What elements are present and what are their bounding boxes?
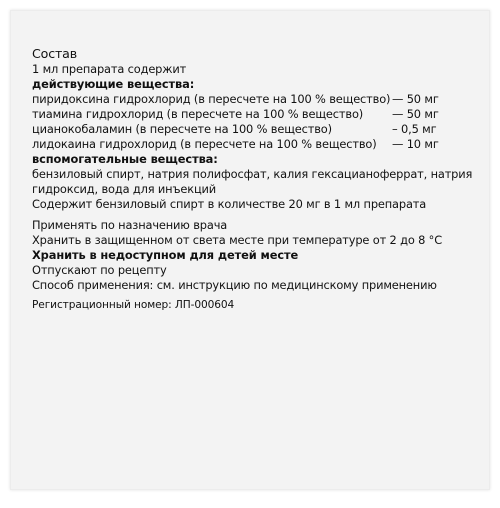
composition-text (32, 46, 473, 313)
storage-note: Хранить в защищенном от света месте при температуре от 2 до 8 °С (32, 233, 443, 247)
active-substances-title: действующие вещества: (32, 77, 195, 91)
method-note: Способ применения: см. инструкцию по медицинскому применению (32, 278, 437, 292)
active-substance-row (32, 122, 473, 137)
registration-number: Регистрационный номер: ЛП-000604 (32, 299, 235, 311)
prescription-note: Отпускают по рецепту (32, 263, 167, 277)
benzyl-alcohol-note: Содержит бензиловый спирт в количестве 20 мг в 1 мл препарата (32, 197, 427, 211)
substance-name: пиридоксина гидрохлорид (в пересчете на 100 % вещество) (32, 92, 391, 106)
children-warning: Хранить в недоступном для детей месте (32, 248, 299, 262)
active-substance-row (32, 92, 473, 107)
substance-dose: — 50 мг (392, 92, 439, 106)
substance-dose: – 0,5 мг (392, 122, 437, 136)
section-heading: Состав (32, 46, 77, 61)
substance-name: тиамина гидрохлорид (в пересчете на 100 % вещество) (32, 107, 364, 121)
substance-dose: — 10 мг (392, 137, 439, 151)
usage-note: Применять по назначению врача (32, 218, 228, 232)
excipients-line: бензиловый спирт, натрия полифосфат, калия гексацианоферрат, натрия (32, 167, 473, 181)
active-substance-row (32, 107, 473, 122)
excipients-title: вспомогательные вещества: (32, 152, 218, 166)
substance-name: цианокобаламин (в пересчете на 100 % вещество) (32, 122, 332, 136)
intro-line: 1 мл препарата содержит (32, 62, 187, 76)
package-label (10, 10, 490, 490)
substance-dose: — 50 мг (392, 107, 439, 121)
active-substance-row (32, 137, 473, 152)
excipients-line: гидроксид, вода для инъекций (32, 182, 217, 196)
substance-name: лидокаина гидрохлорид (в пересчете на 100 % вещество) (32, 137, 377, 151)
